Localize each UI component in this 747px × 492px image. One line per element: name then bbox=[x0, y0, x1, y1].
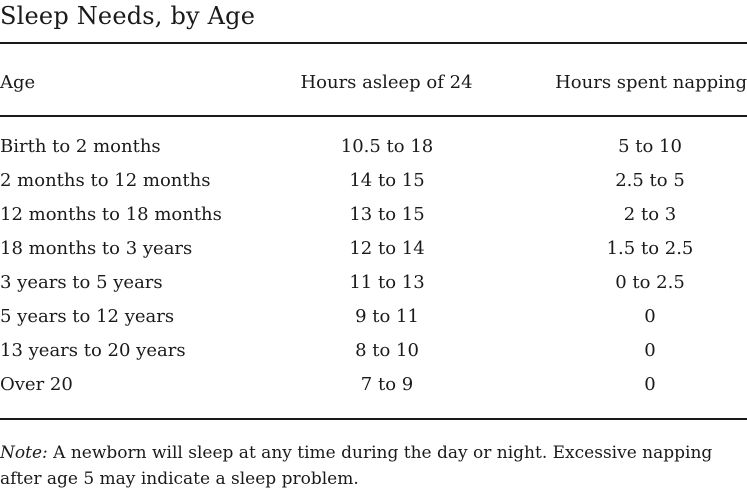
table-row bbox=[0, 370, 747, 404]
note-text: A newborn will sleep at any time during the day or night. Excessive napping after age 5 may indicate a sleep problem. bbox=[0, 443, 713, 489]
table-row bbox=[0, 132, 747, 166]
hours-asleep-cell: 7 to 9 bbox=[360, 374, 414, 395]
bottom-rule bbox=[0, 418, 747, 420]
table-title: Sleep Needs, by Age bbox=[0, 2, 256, 30]
table-row bbox=[0, 336, 747, 370]
header-rule bbox=[0, 115, 747, 117]
age-cell: 5 years to 12 years bbox=[0, 306, 175, 327]
hours-asleep-cell: 14 to 15 bbox=[349, 170, 425, 191]
table-row bbox=[0, 302, 747, 336]
column-header-age: Age bbox=[0, 72, 36, 93]
hours-napping-cell: 2.5 to 5 bbox=[615, 170, 685, 191]
column-header-hours-napping: Hours spent napping bbox=[555, 72, 747, 93]
hours-asleep-cell: 9 to 11 bbox=[355, 306, 419, 327]
hours-asleep-cell: 11 to 13 bbox=[349, 272, 425, 293]
hours-napping-cell: 0 to 2.5 bbox=[615, 272, 685, 293]
hours-napping-cell: 5 to 10 bbox=[618, 136, 682, 157]
hours-asleep-cell: 8 to 10 bbox=[355, 340, 419, 361]
hours-asleep-cell: 10.5 to 18 bbox=[340, 136, 434, 157]
hours-napping-cell: 1.5 to 2.5 bbox=[606, 238, 694, 259]
table-row bbox=[0, 234, 747, 268]
note-label: Note: bbox=[0, 443, 48, 463]
hours-napping-cell: 0 bbox=[644, 340, 656, 361]
table-body bbox=[0, 132, 747, 404]
table-row bbox=[0, 166, 747, 200]
table-note bbox=[0, 440, 740, 492]
top-rule bbox=[0, 42, 747, 44]
age-cell: 12 months to 18 months bbox=[0, 204, 222, 225]
table-row bbox=[0, 200, 747, 234]
age-cell: 13 years to 20 years bbox=[0, 340, 186, 361]
age-cell: Birth to 2 months bbox=[0, 136, 161, 157]
hours-asleep-cell: 13 to 15 bbox=[349, 204, 425, 225]
age-cell: Over 20 bbox=[0, 374, 73, 395]
hours-napping-cell: 0 bbox=[644, 306, 656, 327]
table-row bbox=[0, 268, 747, 302]
age-cell: 2 months to 12 months bbox=[0, 170, 211, 191]
hours-napping-cell: 2 to 3 bbox=[623, 204, 677, 225]
column-header-hours-asleep: Hours asleep of 24 bbox=[300, 72, 473, 93]
age-cell: 18 months to 3 years bbox=[0, 238, 193, 259]
hours-asleep-cell: 12 to 14 bbox=[349, 238, 425, 259]
hours-napping-cell: 0 bbox=[644, 374, 656, 395]
age-cell: 3 years to 5 years bbox=[0, 272, 163, 293]
